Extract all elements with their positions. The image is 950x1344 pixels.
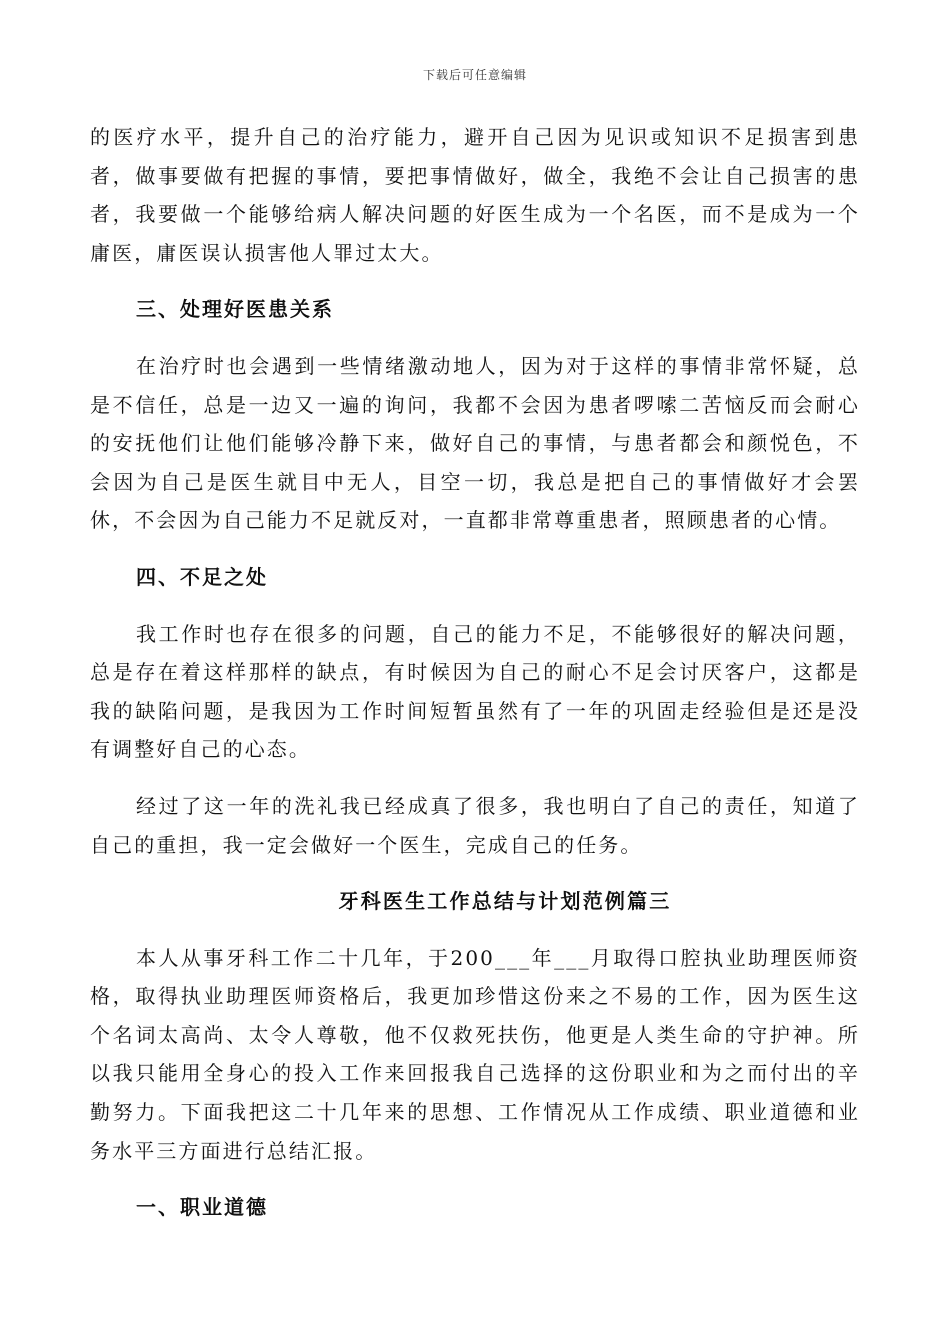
page-header-note: 下载后可任意编辑 xyxy=(422,68,527,82)
document-body xyxy=(90,118,860,1245)
paragraph-medical-level: 的医疗水平，提升自己的治疗能力，避开自己因为见识或知识不足损害到患者，做事要做有把握的事情，要把事情做好，做全，我绝不会让自己损害的患者，我要做一个能够给病人解决问题的好医生成为一个名医，而不是成为一个庸医，庸医误认损害他人罪过太大。 xyxy=(90,125,860,265)
article-title: 牙科医生工作总结与计划范例篇三 xyxy=(338,889,672,914)
paragraph-introduction: 本人从事牙科工作二十几年，于200___年___月取得口腔执业助理医师资格，取得执业助理医师资格后，我更加珍惜这份来之不易的工作，因为医生这个名词太高尚、太令人尊敬，他不仅救死扶伤，他更是人类生命的守护神。所以我只能用全身心的投入工作来回报我自己选择的这份职业和为之而付出的辛勤努力。下面我把这二十几年来的思想、工作情况从工作成绩、职业道德和业务水平三方面进行总结汇报。 xyxy=(90,945,860,1163)
paragraph-conclusion: 经过了这一年的洗礼我已经成真了很多，我也明白了自己的责任，知道了自己的重担，我一定会做好一个医生，完成自己的任务。 xyxy=(90,793,860,857)
section-heading-doctor-patient: 三、处理好医患关系 xyxy=(136,297,334,322)
section-heading-professional-ethics: 一、职业道德 xyxy=(136,1195,268,1220)
paragraph-emotional-patients: 在治疗时也会遇到一些情绪激动地人，因为对于这样的事情非常怀疑，总是不信任，总是一边又一遍的询问，我都不会因为患者啰嗦二苦恼反而会耐心的安抚他们让他们能够冷静下来，做好自己的事情，与患者都会和颜悦色，不会因为自己是医生就目中无人，目空一切，我总是把自己的事情做好才会罢休，不会因为自己能力不足就反对，一直都非常尊重患者，照顾患者的心情。 xyxy=(90,353,860,533)
paragraph-problems: 我工作时也存在很多的问题，自己的能力不足，不能够很好的解决问题，总是存在着这样那样的缺点，有时候因为自己的耐心不足会讨厌客户，这都是我的缺陷问题，是我因为工作时间短暂虽然有了一年的巩固走经验但是还是没有调整好自己的心态。 xyxy=(90,621,860,762)
section-heading-shortcomings: 四、不足之处 xyxy=(136,564,268,589)
